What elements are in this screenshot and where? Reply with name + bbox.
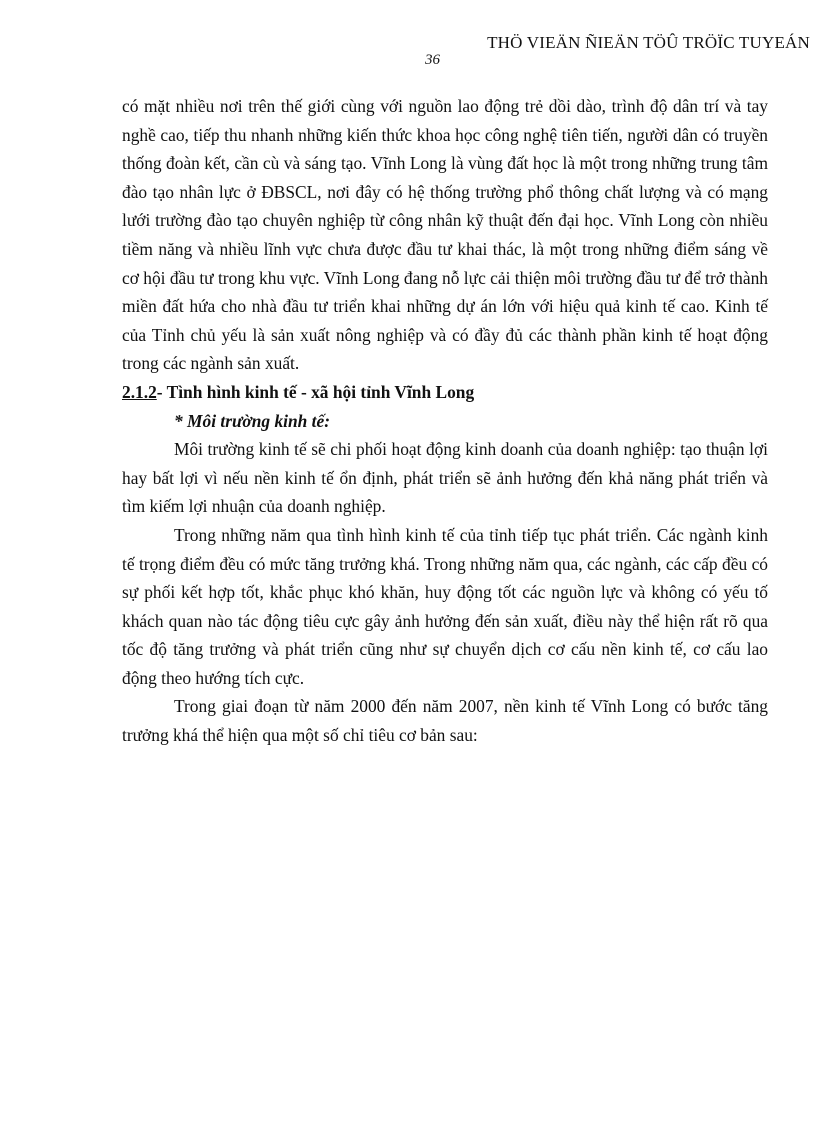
paragraph-1: có mặt nhiều nơi trên thế giới cùng với nguồn lao động trẻ dồi dào, trình độ dân trí và tay nghề cao, tiếp thu nhanh những kiến thức khoa học công nghệ tiên tiến, người dân có truyền thống đoàn kết, cần cù và sáng tạo. Vĩnh Long là vùng đất học là một trong những trung tâm đào tạo nhân lực ở ĐBSCL, nơi đây có hệ thống trường phổ thông chất lượng và có mạng lưới trường đào tạo chuyên nghiệp từ công nhân kỹ thuật đến đại học. Vĩnh Long còn nhiều tiềm năng và nhiều lĩnh vực chưa được đầu tư khai thác, là một trong những điểm sáng về cơ hội đầu tư trong khu vực. Vĩnh Long đang nỗ lực cải thiện môi trường đầu tư để trở thành miền đất hứa cho nhà đầu tư triển khai những dự án lớn với hiệu quả kinh tế cao. Kinh tế của Tỉnh chủ yếu là sản xuất nông nghiệp và có đầy đủ các thành phần kinh tế hoạt động trong các ngành sản xuất. bbox=[122, 96, 768, 374]
section-title: - Tình hình kinh tế - xã hội tỉnh Vĩnh Long bbox=[156, 381, 475, 402]
paragraph-4: Trong giai đoạn từ năm 2000 đến năm 2007, nền kinh tế Vĩnh Long có bước tăng trưởng khá thể hiện qua một số chỉ tiêu cơ bản sau: bbox=[122, 696, 768, 746]
paragraph-3: Trong những năm qua tình hình kinh tế của tỉnh tiếp tục phát triển. Các ngành kinh tế trọng điểm đều có mức tăng trưởng khá. Trong những năm qua, các ngành, các cấp đều có sự phối kết hợp tốt, khắc phục khó khăn, huy động tốt các nguồn lực và không có yếu tố khách quan nào tác động tiêu cực gây ảnh hưởng đến sản xuất, điều này thể hiện rất rõ qua tốc độ tăng trưởng và phát triển cũng như sự chuyển dịch cơ cấu nền kinh tế, cơ cấu lao động theo hướng tích cực. bbox=[122, 524, 768, 688]
section-number: 2.1.2 bbox=[122, 381, 157, 402]
body-text bbox=[122, 92, 768, 750]
running-header: THÖ VIEÄN ÑIEÄN TÖÛ TRÖÏC TUYEÁN bbox=[487, 33, 810, 52]
section-heading bbox=[122, 378, 768, 407]
subheading-economic-environment: * Môi trường kinh tế: bbox=[174, 410, 331, 431]
page-number: 36 bbox=[425, 52, 440, 68]
paragraph-2: Môi trường kinh tế sẽ chi phối hoạt động kinh doanh của doanh nghiệp: tạo thuận lợi hay bất lợi vì nếu nền kinh tế ổn định, phát triển sẽ ảnh hưởng đến khả năng phát triển và tìm kiếm lợi nhuận của doanh nghiệp. bbox=[122, 439, 768, 517]
